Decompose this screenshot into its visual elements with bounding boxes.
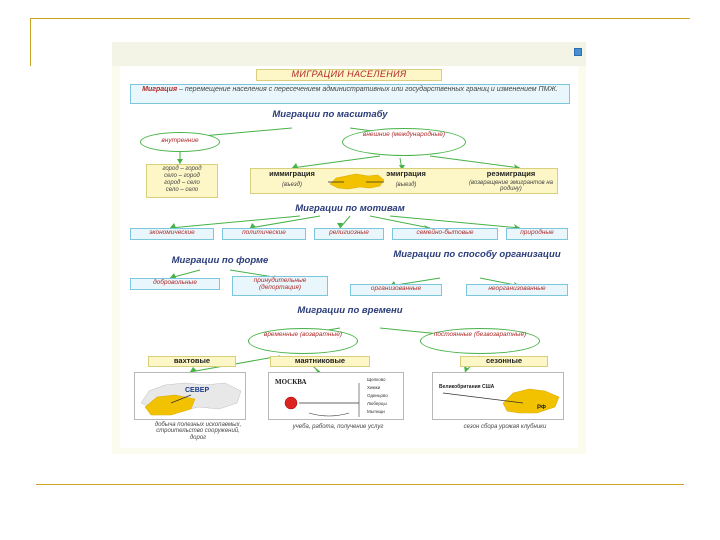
poster-title: МИГРАЦИИ НАСЕЛЕНИЯ: [291, 69, 407, 79]
motive-item: экономические: [149, 229, 195, 236]
motive-item: природные: [520, 229, 554, 236]
time-type: маятниковые: [294, 356, 346, 365]
organization-item: неорганизованные: [488, 285, 546, 292]
immigration-sub: (въезд): [282, 182, 302, 188]
motives-heading: Миграции по мотивам: [295, 203, 405, 214]
moscow-label: МОСКВА: [275, 378, 307, 386]
emigration-sub: (выезд): [395, 182, 417, 188]
scale-heading: Миграции по масштабу: [272, 109, 388, 120]
internal-item: город – село: [164, 180, 200, 186]
countries-label: Великобритания США: [439, 384, 495, 390]
time-type: сезонные: [485, 356, 523, 365]
time-caption: сезон сбора урожая клубники: [463, 424, 547, 430]
organization-item: организованные: [370, 285, 422, 292]
reemigration-sub: (возвращение эмигрантов на родину): [469, 180, 553, 193]
temporary-label: временные (возвратные): [263, 331, 343, 338]
rf-label: РФ: [537, 405, 547, 411]
internal-label: внутренние: [161, 137, 199, 144]
time-caption: учеба, работа, получение услуг: [292, 424, 384, 430]
permanent-label: постоянные (безвозвратные): [433, 331, 527, 338]
time-caption: добыча полезных ископаемых, строительство сооружений, дорог: [154, 422, 242, 441]
publisher-logo-icon: [574, 48, 582, 56]
motive-item: семейно-бытовые: [416, 229, 474, 236]
emigration-label: эмиграция: [386, 169, 426, 178]
internal-item: село – село: [165, 187, 199, 193]
definition-term: Миграция: [142, 86, 178, 93]
external-label: внешние (международные): [362, 131, 446, 138]
internal-item: город – город: [162, 166, 202, 172]
motive-item: политические: [242, 229, 286, 236]
definition-body: – перемещение населения с пересечением административных или государственных границ и изменением ПМЖ.: [177, 86, 558, 93]
time-heading: Миграции по времени: [297, 305, 403, 316]
seasonal-map-graphic: [433, 373, 564, 420]
poster-board: [120, 66, 578, 448]
immigration-label: иммиграция: [269, 169, 315, 178]
form-item: принудительные (депортация): [253, 277, 307, 291]
motive-item: религиозные: [329, 229, 369, 236]
town-label: Химки: [367, 385, 381, 390]
town-label: Щелково: [367, 377, 386, 382]
town-label: Одинцово: [367, 393, 388, 398]
poster-sheet: [112, 42, 586, 454]
form-heading: Миграции по форме: [171, 255, 269, 266]
shift-map-graphic: [135, 373, 246, 420]
reemigration-label: реэмиграция: [486, 169, 536, 178]
town-label: Люберцы: [367, 401, 387, 406]
form-item: добровольные: [153, 279, 197, 286]
poster-footer-band: [116, 446, 582, 451]
shift-work-map: [134, 372, 246, 420]
pendulum-map: [268, 372, 404, 420]
frame-top-line: [30, 18, 690, 19]
town-label: Мытищи: [367, 409, 385, 414]
time-type: вахтовые: [173, 356, 211, 365]
north-label: СЕВЕР: [185, 387, 210, 394]
poster-top-band: [112, 42, 586, 66]
frame-bottom-line: [36, 484, 684, 485]
definition-text: [134, 86, 566, 93]
internal-item: село – город: [164, 173, 200, 179]
seasonal-map: [432, 372, 564, 420]
frame-left-line: [30, 18, 31, 66]
organization-heading: Миграции по способу организации: [393, 249, 561, 260]
